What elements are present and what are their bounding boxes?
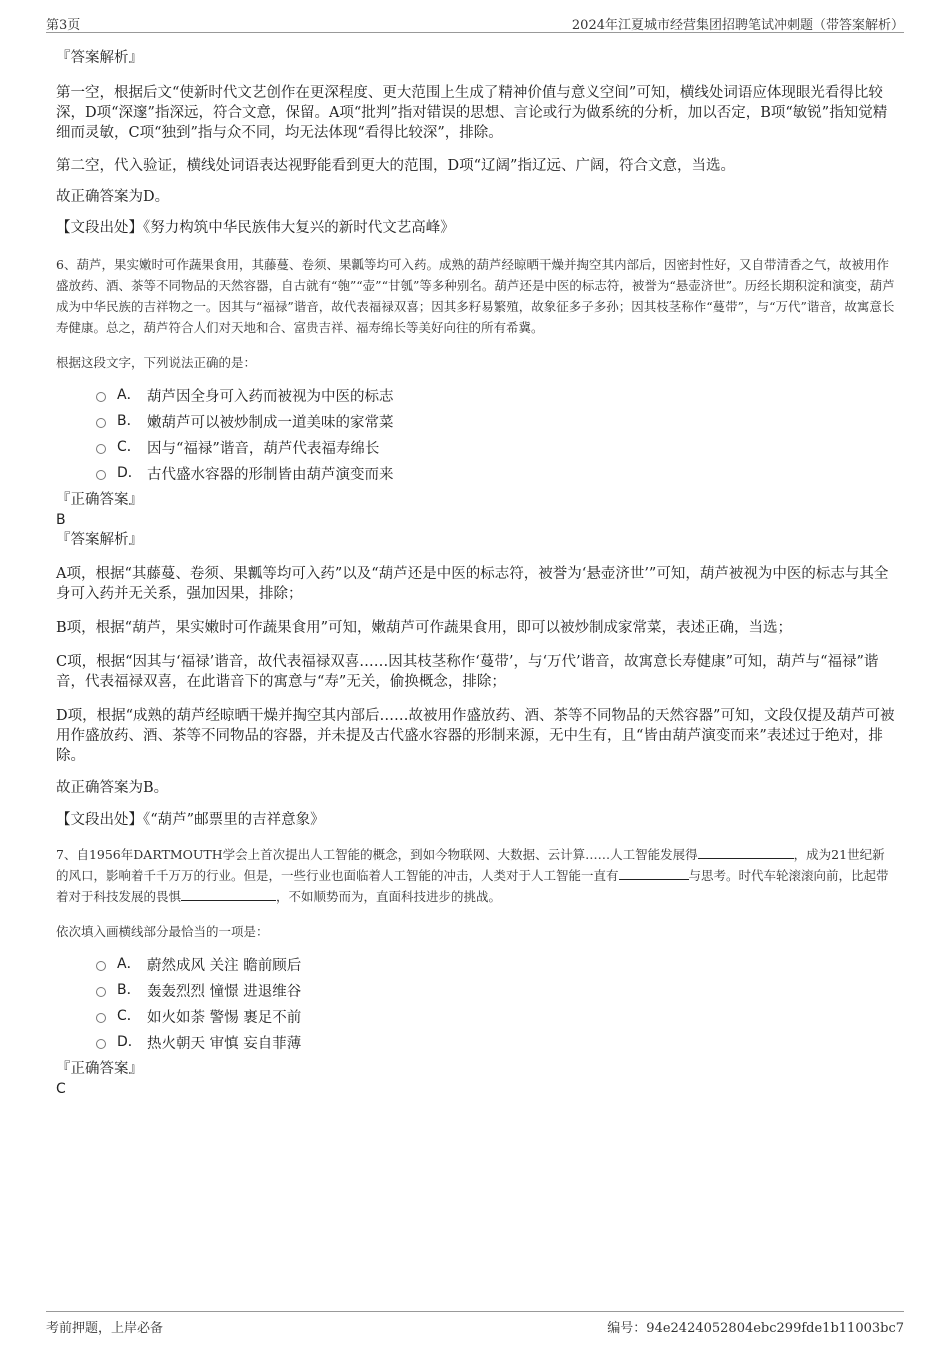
page-content [56, 46, 896, 1098]
q6-analysis-d: D项，根据“成熟的葫芦经晾晒干燥并掏空其内部后……故被用作盛放药、酒、茶等不同物品的天然容器”可知，文段仅提及葫芦可被用作盛放药、酒、茶等不同物品的容器，并未提及古代盛水容器的形制来源，无中生有，且“皆由葫芦演变而来”表述过于绝对，排除。 [56, 708, 895, 764]
radio-icon[interactable] [96, 1039, 106, 1049]
q7-answer-label: 『正确答案』 [56, 1061, 143, 1077]
q6-analysis-c: C项，根据“因其与‘福禄’谐音，故代表福禄双喜……因其枝茎称作‘蔓带’，与‘万代’谐音，故寓意长寿健康”可知，葫芦与“福禄”谐音，代表福禄双喜，在此谐音下的寓意与“寿”无关，偷换概念，排除； [56, 654, 879, 690]
page-header [46, 8, 904, 33]
q6-answer-label: 『正确答案』 [56, 492, 143, 508]
radio-icon[interactable] [96, 444, 106, 454]
q7-stem: 7、自1956年DARTMOUTH学会上首次提出人工智能的概念，到如今物联网、大数据、云计算……人工智能发展得 ，成为21世纪新的风口，影响着千千万万的行业。但是，一些行业也面临着人工智能的冲击，人类对于人工智能一直有 与思考。时代车轮滚滚向前，比起带着对于科技发展的畏惧 ，不如顺势而为，直面科技进步的挑战。 [56, 847, 889, 904]
radio-icon[interactable] [96, 1013, 106, 1023]
radio-icon[interactable] [96, 470, 106, 480]
q7-option-b[interactable]: B． 轰轰烈烈 憧憬 进退维谷 [96, 977, 896, 1003]
blank-2 [619, 867, 689, 880]
q6-analysis-b: B项，根据“葫芦，果实嫩时可作蔬果食用”可知，嫩葫芦可作蔬果食用，即可以被炒制成家常菜，表述正确，当选； [56, 620, 792, 636]
radio-icon[interactable] [96, 418, 106, 428]
page-number: 第3页 [46, 18, 81, 33]
q6-conclusion: 故正确答案为B。 [56, 780, 169, 796]
q7-option-a[interactable]: A． 蔚然成风 关注 瞻前顾后 [96, 951, 896, 977]
radio-icon[interactable] [96, 961, 106, 971]
blank-3 [181, 888, 276, 901]
q6-source: 【文段出处】《“葫芦”邮票里的吉祥意象》 [56, 812, 325, 828]
q6-options [96, 382, 896, 486]
footer-slogan: 考前押题，上岸必备 [46, 1321, 164, 1336]
q7-answer: C [56, 1081, 66, 1097]
q5-analysis-label: 『答案解析』 [56, 50, 143, 66]
q6-option-a[interactable]: A． 葫芦因全身可入药而被视为中医的标志 [96, 382, 896, 408]
q6-option-d[interactable]: D． 古代盛水容器的形制皆由葫芦演变而来 [96, 460, 896, 486]
q6-analysis-label: 『答案解析』 [56, 532, 143, 548]
radio-icon[interactable] [96, 392, 106, 402]
q6-stem: 6、葫芦，果实嫩时可作蔬果食用，其藤蔓、卷须、果瓤等均可入药。成熟的葫芦经晾晒干燥并掏空其内部后，因密封性好，又自带清香之气，故被用作盛放药、酒、茶等不同物品的天然容器，自古就有“匏”“壶”“甘瓠”等多种别名。葫芦还是中医的标志符，被誉为“悬壶济世”。历经长期积淀和演变，葫芦成为中华民族的吉祥物之一。因其与“福禄”谐音，故代表福禄双喜；因其多籽易繁殖，故象征多子多孙；因其枝茎称作“蔓带”，与“万代”谐音，故寓意长寿健康。总之，葫芦符合人们对天地和合、富贵吉祥、福寿绵长等美好向往的所有希冀。 [56, 257, 895, 335]
q6-analysis-a: A项，根据“其藤蔓、卷须、果瓤等均可入药”以及“葫芦还是中医的标志符，被誉为‘悬壶济世’”可知，葫芦被视为中医的标志与其全身可入药并无关系，强加因果，排除； [56, 566, 889, 602]
q6-option-c[interactable]: C． 因与“福禄”谐音，葫芦代表福寿绵长 [96, 434, 896, 460]
q5-analysis-para1: 第一空，根据后文“使新时代文艺创作在更深程度、更大范围上生成了精神价值与意义空间”可知，横线处词语应体现眼光看得比较深，D项“深邃”指深远，符合文意，保留。A项“批判”指对错误的思想、言论或行为做系统的分析，加以否定，B项“敏锐”指知觉精细而灵敏，C项“独到”指与众不同，均无法体现“看得比较深”，排除。 [56, 85, 888, 141]
q5-conclusion: 故正确答案为D。 [56, 189, 170, 205]
q5-analysis-para2: 第二空，代入验证，横线处词语表达视野能看到更大的范围，D项“辽阔”指辽远、广阔，符合文意，当选。 [56, 158, 735, 174]
q6-answer: B [56, 512, 66, 528]
q6-prompt: 根据这段文字，下列说法正确的是： [56, 355, 257, 370]
q7-prompt: 依次填入画横线部分最恰当的一项是： [56, 924, 269, 939]
q7-option-c[interactable]: C． 如火如荼 警惕 裹足不前 [96, 1003, 896, 1029]
document-id: 编号：94e2424052804ebc299fde1b11003bc7 [607, 1321, 904, 1336]
q5-source: 【文段出处】《努力构筑中华民族伟大复兴的新时代文艺高峰》 [56, 220, 455, 236]
q6-option-b[interactable]: B． 嫩葫芦可以被炒制成一道美味的家常菜 [96, 408, 896, 434]
q7-option-d[interactable]: D． 热火朝天 审慎 妄自菲薄 [96, 1029, 896, 1055]
q7-options [96, 951, 896, 1055]
page-footer [46, 1311, 904, 1334]
radio-icon[interactable] [96, 987, 106, 997]
blank-1 [698, 846, 794, 859]
document-title: 2024年江夏城市经营集团招聘笔试冲刺题（带答案解析） [571, 18, 904, 33]
